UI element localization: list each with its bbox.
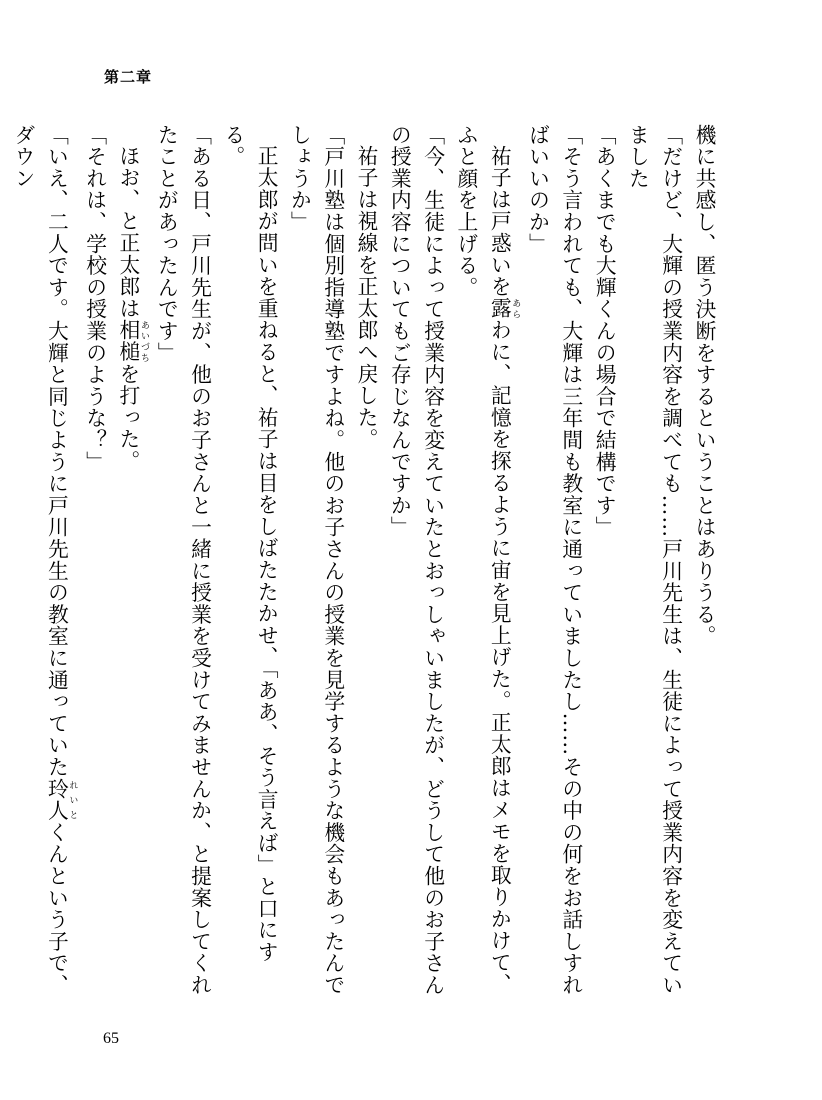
- ruby-annotation: [487, 297, 521, 320]
- text-run: 「いえ、二人です。大輝と同じように戸川先生の教室に通っていた: [44, 124, 69, 778]
- ruby-reading: れいと: [67, 778, 78, 822]
- ruby-base: 相槌: [115, 319, 140, 363]
- novel-body-text: [6, 124, 720, 1000]
- paragraph: 「それは、学校の授業のような？」: [82, 124, 107, 473]
- text-run: ほお、と正太郎は: [115, 144, 140, 320]
- ruby-reading: あら: [510, 297, 521, 320]
- ruby-base: 玲人: [44, 778, 69, 822]
- ruby-reading: あいづち: [138, 319, 149, 363]
- paragraph: 機に共感し、匿う決断をするということはありうる。: [692, 124, 716, 648]
- chapter-header: 第二章: [104, 68, 153, 86]
- paragraph: [449, 124, 521, 1000]
- paragraph: [111, 124, 149, 1000]
- paragraph: 祐子は視線を正太郎へ戻した。: [354, 144, 379, 450]
- ruby-annotation: [115, 319, 149, 363]
- paragraph: 「ある日、戸川先生が、他のお子さんと一緒に授業を受けてみませんか、と提案してくれたことがあったんです」: [154, 124, 212, 996]
- paragraph: 「今、生徒によって授業内容を変えていたとおっしゃいましたが、どうして他のお子さんの授業内容についてもご存じなんですか」: [387, 124, 445, 996]
- paragraph: 「そう言われても、大輝は三年間も教室に通っていましたし……その中の何をお話しすればいいのか」: [525, 124, 583, 996]
- paragraph: [6, 124, 78, 1000]
- text-run: 祐子は戸惑いを: [487, 144, 512, 298]
- text-run: くんという子で、ダウン: [11, 124, 69, 997]
- paragraph: 「あくまでも大輝くんの場合で結構です」: [592, 124, 617, 539]
- ruby-annotation: [44, 778, 78, 822]
- page-number: 65: [103, 1030, 119, 1047]
- paragraph: 正太郎が問いを重ねると、祐子は目をしばたたかせ、「ああ、そう言えば」と口にする。: [220, 124, 279, 963]
- text-run: わに、記憶を探るように宙を見上げた。正太郎はメモを取りかけて、ふと顔を上げる。: [453, 124, 512, 996]
- ruby-base: 露: [487, 297, 512, 320]
- paragraph: 「だけど、大輝の授業内容を調べても……戸川先生は、生徒によって授業内容を変えていました: [625, 124, 683, 996]
- text-run: を打った。: [115, 362, 140, 472]
- paragraph: 「戸川塾は個別指導塾ですよね。他のお子さんの授業を見学するような機会もあったんでしょうか」: [287, 124, 345, 996]
